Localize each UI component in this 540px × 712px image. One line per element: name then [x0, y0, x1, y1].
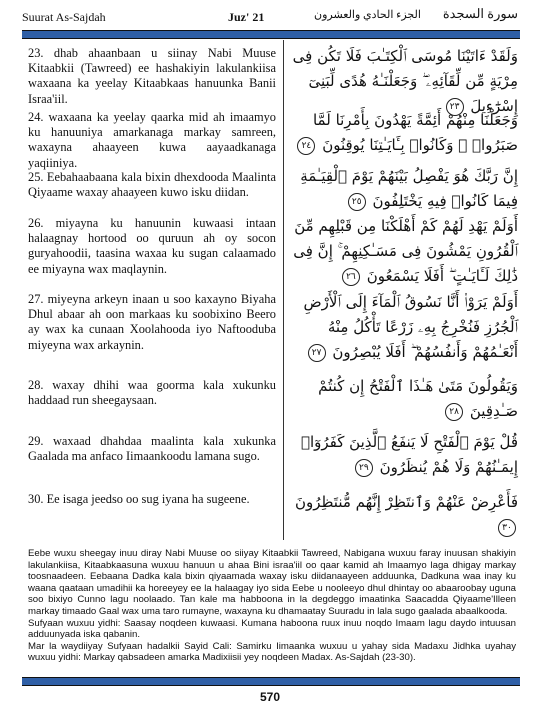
verse-arabic-29	[292, 430, 518, 480]
column-divider	[283, 40, 284, 540]
verse-arabic-30	[292, 490, 518, 540]
arabic-text: فَأَعْرِضْ عَنْهُمْ وَٱنتَظِرْ إِنَّهُم مُّنتَظِرُونَ	[294, 493, 518, 511]
verse-translation-25: 25. Eebahaabaana kala bixin dhexdooda Maalinta Qiyaame waxay ahaayeen kuwo isku diidan.	[28, 170, 276, 200]
surah-arabic-title: سورة السجدة	[442, 6, 518, 21]
page-header	[22, 6, 522, 28]
footnote-paragraph: Mar la waydiiyay Sufyaan hadalkii Sayid Cali: Samirku Iimaanka wuxuu u yahay sida Madaxu Jidhka uyahay wuxuu yidhi: Markay qabsadeen amarka Madixiisii yey noqdeen Madax. As-Sajdah (23-30).	[28, 640, 516, 664]
arabic-text: وَجَعَلْنَا مِنْهُمْ أَئِمَّةً يَهْدُونَ بِأَمْرِنَا لَمَّا صَبَرُوا۟ ۖ وَكَانُوا۟ بِـَٔايَـٰتِنَا يُوقِنُونَ	[312, 111, 518, 154]
arabic-text: قُلْ يَوْمَ ٱلْفَتْحِ لَا يَنفَعُ ٱلَّذِينَ كَفَرُوٓا۟ إِيمَـٰنُهُمْ وَلَا هُمْ يُنظَرُونَ	[300, 433, 518, 476]
surah-title: Suurat As-Sajdah	[22, 10, 106, 24]
commentary-footnotes	[28, 548, 516, 664]
verse-translation-29: 29. waxaad dhahdaa maalinta kala xukunka Gaalada ma anfaco Iimaankoodu lamana sugo.	[28, 434, 276, 464]
verse-translation-30: 30. Ee isaga jeedso oo sug iyana ha sugeene.	[28, 492, 250, 506]
verse-number-marker: ٣٠	[498, 519, 516, 537]
verse-arabic-24	[292, 108, 518, 158]
arabic-text: إِنَّ رَبَّكَ هُوَ يَفْصِلُ بَيْنَهُمْ يَوْمَ ٱلْقِيَـٰمَةِ فِيمَا كَانُوا۟ فِيهِ يَخْتَلِفُونَ	[300, 167, 518, 210]
juz-arabic: الجزء الحادي والعشرون	[314, 9, 421, 21]
verse-number-marker: ٢٩	[355, 459, 373, 477]
verse-number-marker: ٢٣	[446, 98, 464, 116]
verse-translation-27: 27. miyeyna arkeyn inaan u soo kaxayno Biyaha Dhul abaar ah oon markaas ku soobixino Beero ay wax ka cunaan Xoolahooda iyo Naftooduba miyeyna wax arkaynin.	[28, 292, 276, 352]
verse-number-marker: ٢٧	[308, 344, 326, 362]
verse-translation-26: 26. miyayna ku hanuunin kuwaasi intaan halaagnay hortood oo quruun ah oy socon guryahoodii, taasina waxaa ku sugan calaamado ee miyayna wax maqlaynin.	[28, 216, 276, 276]
verse-arabic-26	[292, 214, 518, 289]
verse-translation-24: 24. waxaana ka yeelay qaarka mid ah imaamyo ku hanuuniya amarkanaga markay samreen, waxayna ahaayeen kuwa aayaadkanaga yaqiiniya.	[28, 110, 276, 170]
verse-number-marker: ٢٦	[342, 268, 360, 286]
verse-number-marker: ٢٥	[348, 193, 366, 211]
footnote-paragraph: Eebe wuxu sheegay inuu diray Nabi Muuse oo siiyay Kitaabkii Tawreed, Nabigana wuxuu faray inuusan shakiyin lakulankiisa, Kitaabkaasuna wuxuu hanuun u ahaa Bini israa'iil oo qaar kamid ah Imaamyo laga dhigay markay toosnaadeen. Eebaana Dadka kala bixin qiyaamada waxay isku diidanaayeen adduunka, Dadkuna waa inay ku waana qaataan umadihii ka horeeyey ee la halaagay iyo sida Eebe u nooleeyo dhul dhintay oo abaaroobay uguna soo bixiyo Cunno lagu noolaado. Tan kale ma habboona in la degdeggo imaatinka Saacadda Qiyaame'Illeen markay timaado Gaal wax uma taro rumayne, waxayna ku dhamaatay Suuradu in lala sugo gaalada abaalkooda.	[28, 548, 516, 617]
arabic-text: وَلَقَدْ ءَاتَيْنَا مُوسَى ٱلْكِتَـٰبَ فَلَا تَكُن فِى مِرْيَةٍ مِّن لِّقَآئِهِۦ ۖ وَجَعَلْنَـٰهُ هُدًى لِّبَنِىٓ إِسْرَٰٓءِيلَ	[292, 47, 518, 115]
arabic-text: وَيَقُولُونَ مَتَىٰ هَـٰذَا ٱلْفَتْحُ إِن كُنتُمْ صَـٰدِقِينَ	[318, 377, 518, 420]
verse-number-marker: ٢٨	[445, 403, 463, 421]
verse-arabic-27	[292, 290, 518, 365]
verse-arabic-28	[292, 374, 518, 424]
top-decorative-band	[22, 30, 520, 39]
footnote-paragraph: Sufyaan wuxuu yidhi: Saasay noqdeen kuwaasi. Kumana haboona ruux inuu noqdo Imaam lagu daydo intuusan adduunyada iska qabanin.	[28, 617, 516, 641]
page-number: 570	[259, 690, 281, 704]
juz-label: Juz' 21	[228, 10, 265, 24]
verse-translation-28: 28. waxay dhihi waa goorma kala xukunku haddaad run sheegaysaan.	[28, 378, 276, 408]
verse-translation-23: 23. dhab ahaanbaan u siinay Nabi Muuse Kitaabkii (Tawreed) ee hashakiyin lakulankiisa waxaana ka yeelay Kitaabkaas hanuunka Banii Israa'iil.	[28, 46, 276, 106]
arabic-text: أَوَلَمْ يَرَوْا۟ أَنَّا نَسُوقُ ٱلْمَآءَ إِلَى ٱلْأَرْضِ ٱلْجُرُزِ فَنُخْرِجُ بِهِۦ زَرْعًا تَأْكُلُ مِنْهُ أَنْعَـٰمُهُمْ وَأَنفُسُهُمْ ۖ أَفَلَا يُبْصِرُونَ	[303, 293, 518, 361]
arabic-text: أَوَلَمْ يَهْدِ لَهُمْ كَمْ أَهْلَكْنَا مِن قَبْلِهِم مِّنَ ٱلْقُرُونِ يَمْشُونَ فِى مَسَـٰكِنِهِمْ ۚ إِنَّ فِى ذَٰلِكَ لَـَٔايَـٰتٍ ۖ أَفَلَا يَسْمَعُونَ	[293, 217, 518, 285]
verse-number-marker: ٢٤	[297, 137, 315, 155]
bottom-decorative-band	[22, 677, 520, 686]
verse-arabic-25	[292, 164, 518, 214]
